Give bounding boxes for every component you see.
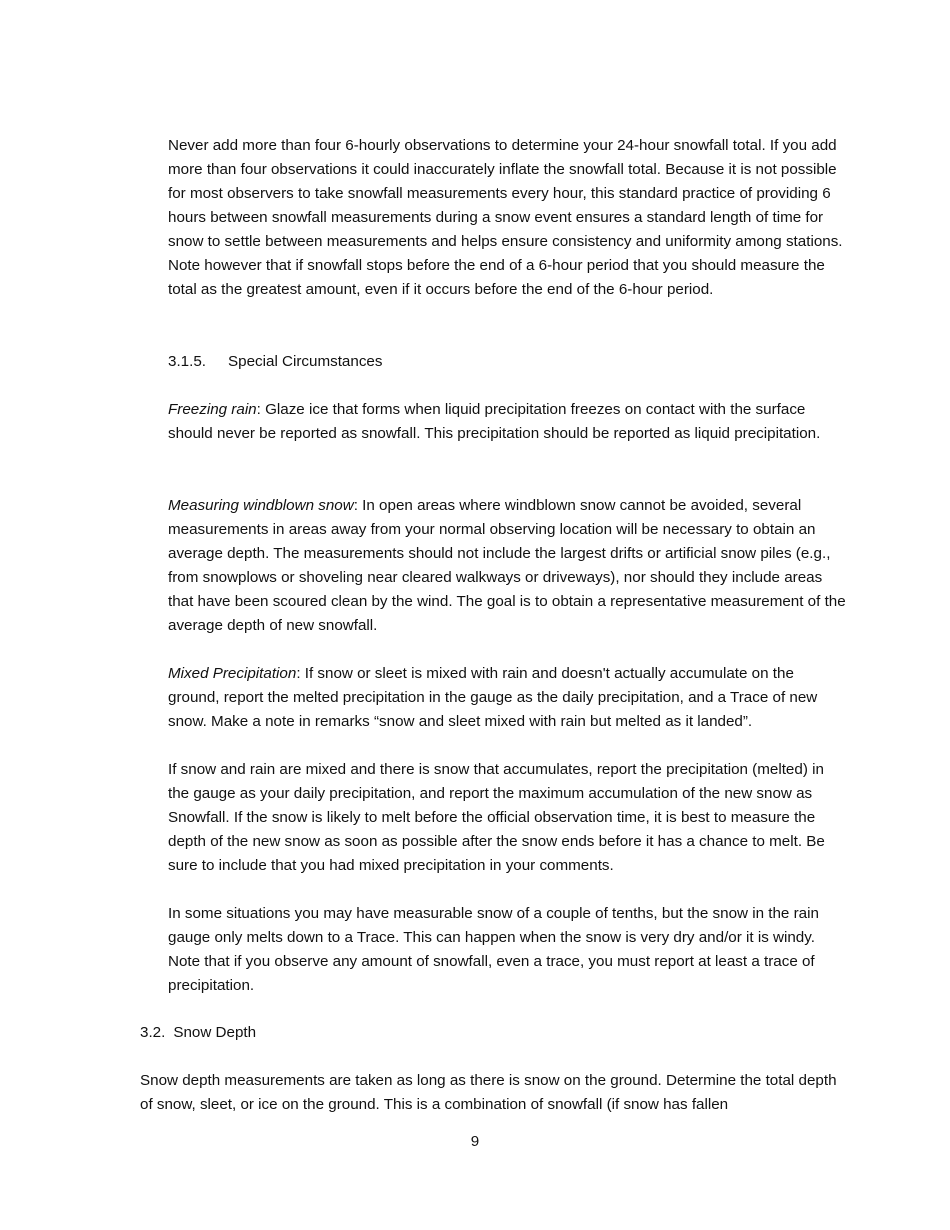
mixed-precipitation-text: : If snow or sleet is mixed with rain and doesn't actually accumulate on the ground, report the melted precipitation in the gauge as the daily precipitation, and a Trace of new snow. Make a note in remarks “snow and sleet mixed with rain but melted as it landed”. bbox=[168, 665, 818, 730]
term-freezing-rain: Freezing rain bbox=[168, 401, 257, 418]
paragraph-snow-depth: Snow depth measurements are taken as long as there is snow on the ground. Determine the total depth of snow, sleet, or ice on the ground. This is a combination of snowfall (if snow has fallen bbox=[140, 1072, 837, 1113]
paragraph-freezing-rain bbox=[168, 398, 848, 446]
page-number: 9 bbox=[470, 1133, 480, 1150]
section-title: Snow Depth bbox=[173, 1024, 257, 1041]
section-heading-3-1-5 bbox=[168, 350, 848, 374]
paragraph-windblown-snow bbox=[168, 494, 848, 638]
section-title: Special Circumstances bbox=[228, 353, 383, 370]
freezing-rain-text: : Glaze ice that forms when liquid precipitation freezes on contact with the surface should never be reported as snowfall. This precipitation should be reported as liquid precipitation. bbox=[168, 401, 821, 442]
section-heading-3-2 bbox=[140, 1021, 840, 1045]
paragraph-trace: In some situations you may have measurable snow of a couple of tenths, but the snow in the rain gauge only melts down to a Trace. This can happen when the snow is very dry and/or it is windy. Note that if you observe any amount of snowfall, even a trace, you must report at least a trace of precipitation. bbox=[168, 905, 819, 994]
term-windblown-snow: Measuring windblown snow bbox=[168, 497, 354, 514]
paragraph-mixed-precipitation bbox=[168, 662, 848, 734]
section-number: 3.2. bbox=[140, 1024, 166, 1041]
windblown-snow-text: : In open areas where windblown snow cannot be avoided, several measurements in areas away from your normal observing location will be necessary to obtain an average depth. The measurements should not include the largest drifts or artificial snow piles (e.g., from snowplows or shoveling near cleared walkways or driveways), nor should they include areas that have been scoured clean by the wind. The goal is to obtain a representative measurement of the average depth of new snowfall. bbox=[168, 497, 846, 634]
paragraph-mixed-accumulation: If snow and rain are mixed and there is snow that accumulates, report the precipitation (melted) in the gauge as your daily precipitation, and report the maximum accumulation of the new snow as Snowfall. If the snow is likely to melt before the official observation time, it is best to measure the depth of the new snow as soon as possible after the snow ends before it has a chance to melt. Be sure to include that you had mixed precipitation in your comments. bbox=[168, 761, 825, 874]
section-number: 3.1.5. bbox=[168, 353, 206, 370]
paragraph-six-hour-rule: Never add more than four 6-hourly observations to determine your 24-hour snowfall total. If you add more than four observations it could inaccurately inflate the snowfall total. Because it is not possible for most observers to take snowfall measurements every hour, this standard practice of providing 6 hours between snowfall measurements during a snow event ensures a standard length of time for snow to settle between measurements and helps ensure consistency and uniformity among stations. Note however that if snowfall stops before the end of a 6-hour period that you should measure the total as the greatest amount, even if it occurs before the end of the 6-hour period. bbox=[168, 137, 843, 298]
term-mixed-precipitation: Mixed Precipitation bbox=[168, 665, 297, 682]
